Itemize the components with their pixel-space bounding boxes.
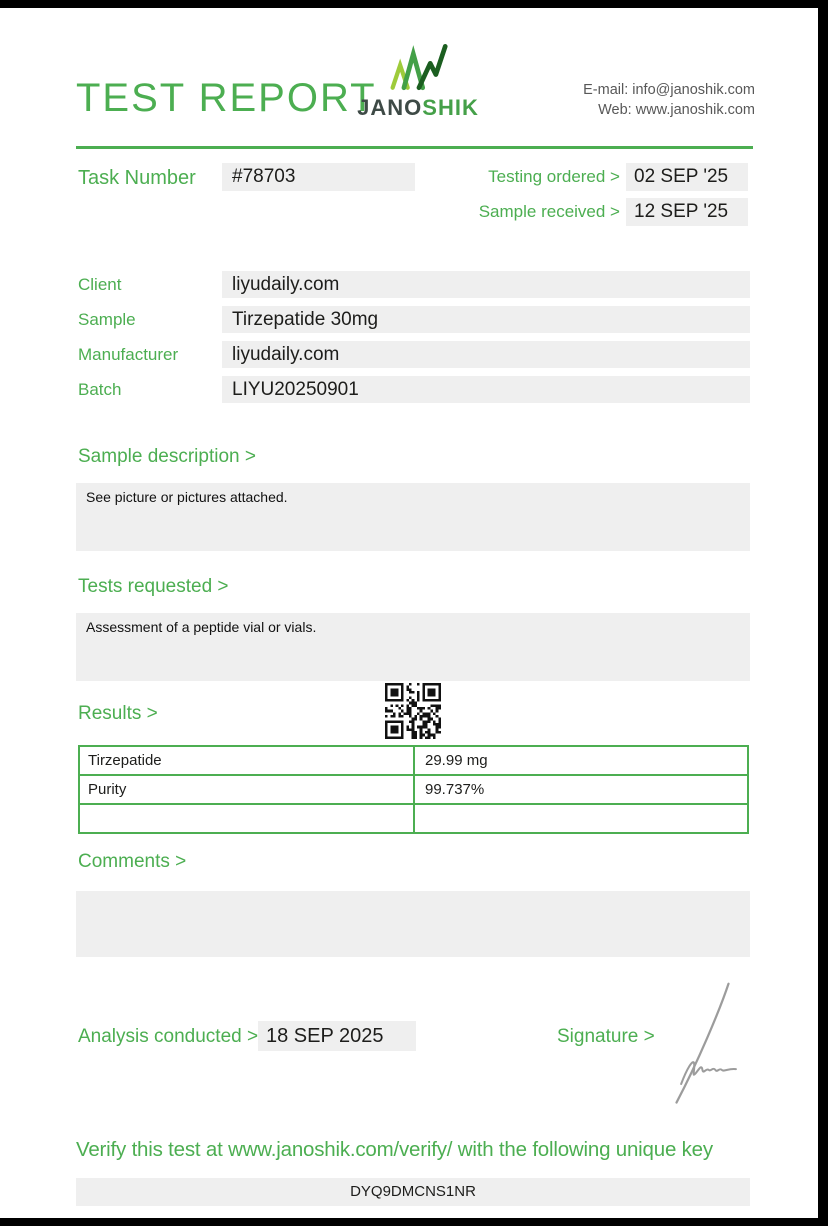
sample-label: Sample <box>78 310 136 329</box>
contact-info <box>480 80 755 120</box>
testing-ordered-label: Testing ordered > <box>488 167 620 186</box>
table-row <box>80 803 747 832</box>
qr-code <box>385 683 441 739</box>
analysis-conducted-label: Analysis conducted > <box>78 1026 259 1047</box>
table-row <box>80 774 747 803</box>
unique-key: DYQ9DMCNS1NR <box>76 1178 750 1206</box>
page-border-bottom <box>0 1218 828 1226</box>
verify-instruction: Verify this test at www.janoshik.com/verify/ with the following unique key <box>76 1138 713 1161</box>
janoshik-logo <box>352 44 484 121</box>
chart-peaks-icon <box>387 44 449 92</box>
result-name <box>80 805 415 832</box>
contact-web: Web: www.janoshik.com <box>598 102 755 118</box>
page-title: TEST REPORT <box>76 76 377 120</box>
result-name: Tirzepatide <box>80 747 415 774</box>
logo-text-shik: SHIK <box>422 95 479 120</box>
client-label: Client <box>78 275 122 294</box>
tests-requested-box: Assessment of a peptide vial or vials. <box>76 613 750 681</box>
manufacturer-value: liyudaily.com <box>222 341 750 368</box>
batch-value: LIYU20250901 <box>222 376 750 403</box>
task-number-label: Task Number <box>78 167 196 189</box>
tests-requested-heading: Tests requested > <box>78 576 229 597</box>
page-border-top <box>0 0 828 8</box>
result-value <box>415 805 747 832</box>
signature-icon <box>655 980 750 1110</box>
sample-description-heading: Sample description > <box>78 446 256 467</box>
client-value: liyudaily.com <box>222 271 750 298</box>
results-table <box>78 745 749 834</box>
analysis-conducted-value: 18 SEP 2025 <box>258 1021 416 1051</box>
signature-label: Signature > <box>557 1026 655 1047</box>
comments-box <box>76 891 750 957</box>
sample-received-value: 12 SEP '25 <box>626 198 748 226</box>
header-divider <box>76 146 753 149</box>
page-border-right <box>818 0 828 1226</box>
logo-text-jano: JANO <box>357 95 423 120</box>
comments-heading: Comments > <box>78 851 187 872</box>
result-name: Purity <box>80 776 415 803</box>
sample-value: Tirzepatide 30mg <box>222 306 750 333</box>
results-heading: Results > <box>78 703 158 724</box>
result-value: 29.99 mg <box>425 752 488 769</box>
sample-received-label: Sample received > <box>478 202 620 221</box>
result-value: 99.737% <box>425 781 485 798</box>
batch-label: Batch <box>78 380 122 399</box>
table-row <box>80 747 747 774</box>
contact-email: E-mail: info@janoshik.com <box>583 82 755 98</box>
manufacturer-label: Manufacturer <box>78 345 179 364</box>
task-number-value: #78703 <box>222 163 415 191</box>
testing-ordered-value: 02 SEP '25 <box>626 163 748 191</box>
logo-wordmark <box>352 95 484 121</box>
sample-description-box: See picture or pictures attached. <box>76 483 750 551</box>
